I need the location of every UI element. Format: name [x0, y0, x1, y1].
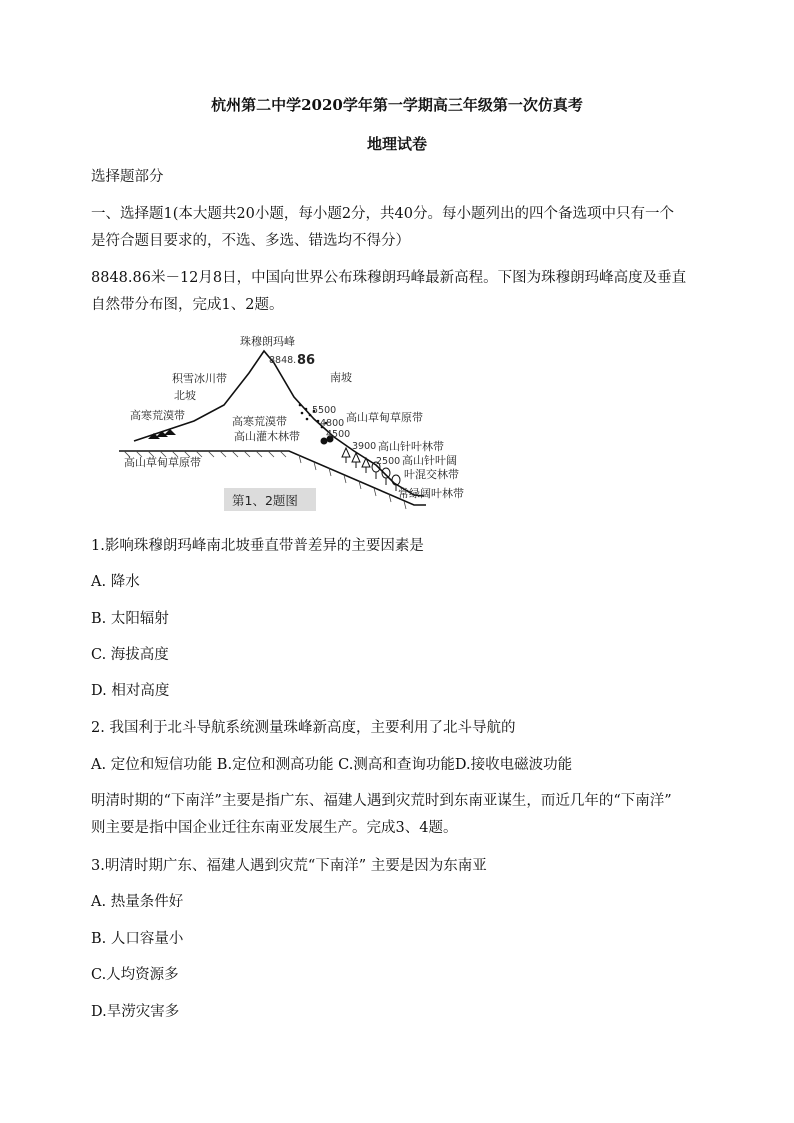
question-2-options: A. 定位和短信功能 B.定位和测高功能 C.测高和查询功能D.接收电磁波功能 [91, 757, 573, 773]
altitude-4500: 4500 [326, 429, 351, 440]
peak-height-suffix: 86 [297, 353, 316, 368]
mountain-diagram [114, 333, 484, 513]
rock-symbols [148, 429, 176, 439]
question-3-stem: 3.明清时期广东、福建人遇到灾荒“下南洋” 主要是因为东南亚 [91, 858, 487, 874]
south-broadleaf-label: 常绿阔叶林带 [398, 487, 464, 500]
question-3-option-d: D.旱涝灾害多 [91, 1004, 180, 1020]
instructions-line-1: 一、选择题1(本大题共20小题，每小题2分，共40分。每小题列出的四个备选项中只有一个 [91, 206, 675, 222]
question-2-stem: 2. 我国利于北斗导航系统测量珠峰新高度，主要利用了北斗导航的 [91, 720, 516, 736]
south-desert-label: 高寒荒漠带 [232, 415, 287, 428]
exam-title: 杭州第二中学2020学年第一学期高三年级第一次仿真考 [211, 96, 583, 114]
north-slope-label: 北坡 [174, 389, 196, 402]
altitude-2500: 2500 [376, 456, 401, 467]
intro-line-2: 自然带分布图，完成1、2题。 [91, 297, 284, 313]
exam-subtitle: 地理试卷 [366, 135, 427, 153]
question-1-option-b: B. 太阳辐射 [91, 611, 169, 627]
north-desert-label: 高寒荒漠带 [130, 409, 185, 422]
question-1-option-a: A. 降水 [91, 574, 140, 590]
south-shrub-label: 高山灌木林带 [234, 430, 300, 443]
question-1-option-c: C. 海拔高度 [91, 647, 169, 663]
south-conifer-label: 高山针叶林带 [378, 440, 444, 453]
south-mixed-label-1: 高山针叶阔 [402, 454, 457, 467]
peak-height-prefix: 8848. [269, 355, 297, 366]
altitude-5500: 5500 [312, 405, 337, 416]
everest-vertical-zone-figure [114, 333, 484, 513]
altitude-3900: 3900 [352, 441, 377, 452]
section-heading: 选择题部分 [91, 169, 164, 185]
south-slope-label: 南坡 [330, 371, 352, 384]
intro2-line-1: 明清时期的“下南洋”主要是指广东、福建人遇到灾荒时到东南亚谋生，而近几年的“下南洋” [91, 793, 672, 809]
intro2-line-2: 则主要是指中国企业迁往东南亚发展生产。完成3、4题。 [91, 820, 458, 836]
question-1-option-d: D. 相对高度 [91, 683, 170, 699]
question-3-option-a: A. 热量条件好 [91, 894, 184, 910]
north-meadow-label: 高山草甸草原带 [124, 456, 201, 469]
south-meadow-label: 高山草甸草原带 [346, 411, 423, 424]
question-1-stem: 1.影响珠穆朗玛峰南北坡垂直带普差异的主要因素是 [91, 538, 424, 554]
tree-symbols [342, 448, 400, 491]
south-mixed-label-2: 叶混交林带 [404, 468, 459, 481]
altitude-4800: 4800 [320, 418, 345, 429]
north-ice-label: 积雪冰川带 [172, 372, 227, 385]
figure-caption: 第1、2题图 [232, 493, 298, 508]
instructions-line-2: 是符合题目要求的，不选、多选、错选均不得分） [91, 233, 410, 249]
question-3-option-b: B. 人口容量小 [91, 931, 184, 947]
intro-line-1: 8848.86米－12月8日，中国向世界公布珠穆朗玛峰最新高程。下图为珠穆朗玛峰高度及垂直 [91, 270, 687, 286]
question-3-option-c: C.人均资源多 [91, 967, 179, 983]
peak-label: 珠穆朗玛峰 [240, 335, 295, 348]
